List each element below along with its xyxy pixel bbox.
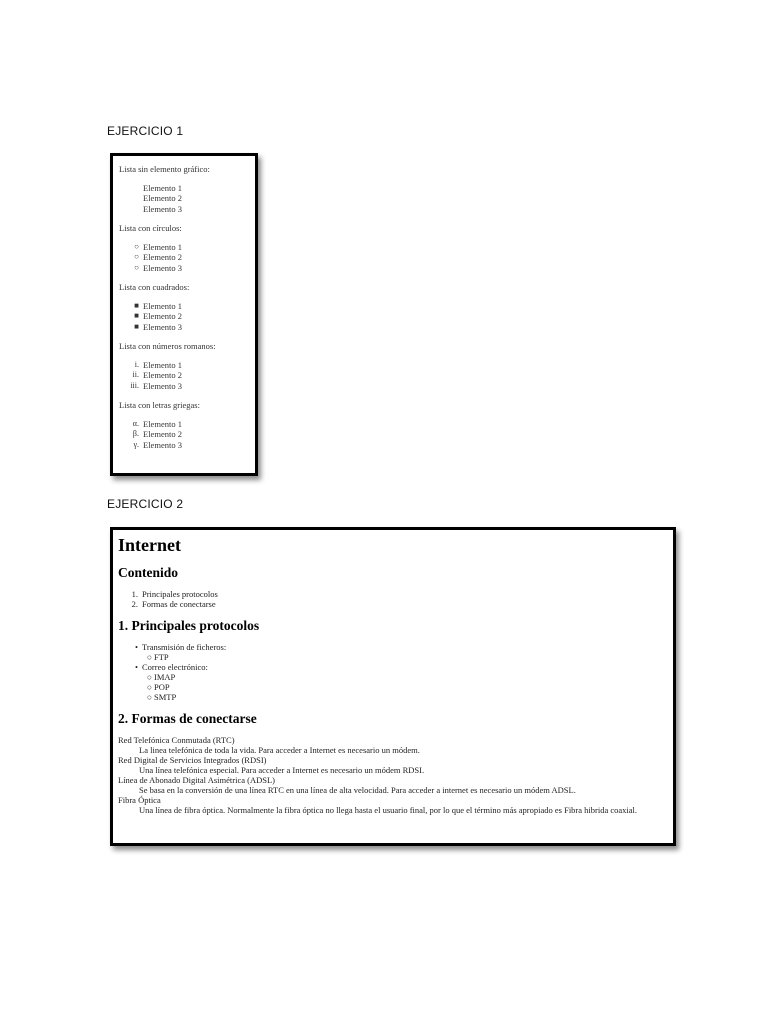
- list-item-text: Elemento 1: [143, 300, 182, 311]
- protocol-group-label: Correo electrónico:: [142, 662, 208, 672]
- list-marker: ii.: [132, 370, 139, 379]
- bullet-marker: •: [135, 642, 138, 652]
- definition-term: Fibra Óptica: [118, 795, 161, 805]
- list-item: [119, 429, 216, 440]
- protocol-group: [118, 642, 670, 652]
- heading-ejercicio-1: EJERCICIO 1: [107, 124, 184, 138]
- list-caption: Lista sin elemento gráfico:: [119, 164, 210, 174]
- list-marker: γ.: [133, 439, 139, 449]
- formas-definition-list: [118, 735, 670, 815]
- document-title: Internet: [118, 535, 181, 555]
- screenshot-ejercicio-2: [110, 527, 676, 846]
- list-item-text: Elemento 3: [143, 203, 182, 214]
- list-caption: Lista con cuadrados:: [119, 282, 190, 292]
- list-caption: Lista con letras griegas:: [119, 400, 200, 410]
- list-item-text: Elemento 1: [143, 359, 182, 370]
- list-item-text: Elemento 3: [143, 321, 182, 332]
- demo-list: [119, 301, 216, 333]
- demo-list: [119, 242, 216, 274]
- protocol-item-text: IMAP: [154, 672, 176, 682]
- contenido-heading: Contenido: [118, 565, 179, 580]
- demo-list: [119, 419, 216, 451]
- list-item: [119, 204, 216, 215]
- definition-description: Una línea de fibra óptica. Normalmente la fibra óptica no llega hasta el usuario final, por lo que el término más apropiado es Fibra hibrida coaxial.: [139, 805, 638, 815]
- list-item: [119, 311, 216, 322]
- list-item: [119, 183, 216, 194]
- list-marker: ○: [134, 241, 139, 251]
- list-marker: ■: [134, 311, 139, 320]
- formas-heading: 2. Formas de conectarse: [118, 711, 257, 726]
- contenido-item-text: Formas de conectarse: [142, 599, 216, 609]
- list-demo: [119, 164, 216, 459]
- list-item-text: Elemento 3: [143, 380, 182, 391]
- list-item: [119, 419, 216, 430]
- contenido-item: [118, 589, 670, 599]
- contenido-item: [118, 599, 670, 609]
- list-item-text: Elemento 2: [143, 429, 182, 439]
- protocol-group-label: Transmisión de ficheros:: [142, 642, 227, 652]
- list-item: [119, 322, 216, 333]
- list-item: [119, 301, 216, 312]
- definition-term: Red Digital de Servicios Integrados (RDSI): [118, 755, 267, 765]
- protocol-item: [118, 682, 670, 692]
- list-item-text: Elemento 2: [143, 252, 182, 262]
- circle-marker: ○: [146, 682, 152, 692]
- definition-term: Red Telefónica Conmutada (RTC): [118, 735, 235, 745]
- protocol-sublist: [118, 652, 670, 662]
- list-marker: 2.: [131, 599, 138, 609]
- circle-marker: ○: [146, 672, 152, 682]
- list-item-text: Elemento 1: [143, 418, 182, 429]
- list-caption: Lista con círculos:: [119, 223, 182, 233]
- list-marker: ■: [134, 321, 139, 331]
- list-item-text: Elemento 2: [143, 193, 182, 203]
- list-item-text: Elemento 3: [143, 439, 182, 450]
- protocol-group: [118, 662, 670, 672]
- list-marker: ○: [134, 262, 139, 272]
- list-marker: β.: [132, 429, 139, 438]
- protocol-item: [118, 672, 670, 682]
- demo-list: [119, 183, 216, 215]
- list-item: [119, 242, 216, 253]
- demo-list: [119, 360, 216, 392]
- circle-marker: ○: [146, 652, 152, 662]
- definition-term: Línea de Abonado Digital Asimétrica (ADSL): [118, 775, 275, 785]
- list-item: [119, 252, 216, 263]
- protocol-item-text: FTP: [154, 652, 169, 662]
- bullet-marker: •: [135, 662, 138, 672]
- definition-description: La linea telefónica de toda la vida. Para acceder a Internet es necesario un módem.: [139, 745, 420, 755]
- definition-description: Una línea telefónica especial. Para acceder a Internet es necesario un módem RDSI.: [139, 765, 425, 775]
- list-item-text: Elemento 1: [143, 241, 182, 252]
- list-marker: i.: [134, 359, 139, 369]
- protocol-item: [118, 652, 670, 662]
- list-item: [119, 193, 216, 204]
- protocol-item: [118, 692, 670, 702]
- protocol-item-text: SMTP: [154, 692, 177, 702]
- heading-ejercicio-2: EJERCICIO 2: [107, 497, 184, 511]
- list-item-text: Elemento 1: [143, 182, 182, 193]
- internet-document: [118, 534, 670, 815]
- list-item: [119, 440, 216, 451]
- protocolos-list: [118, 642, 670, 702]
- contenido-list: [118, 589, 670, 609]
- protocolos-heading: 1. Principales protocolos: [118, 618, 260, 633]
- list-caption: Lista con números romanos:: [119, 341, 216, 351]
- list-marker: 1.: [131, 589, 138, 599]
- list-marker: ○: [134, 252, 139, 261]
- list-marker: ■: [134, 300, 139, 310]
- definition-description: Se basa en la conversión de una línea RTC en una línea de alta velocidad. Para acceder a internet es necesario un módem ADSL.: [139, 785, 576, 795]
- protocol-sublist: [118, 672, 670, 702]
- circle-marker: ○: [146, 692, 152, 702]
- contenido-item-text: Principales protocolos: [142, 589, 218, 599]
- protocol-item-text: POP: [154, 682, 170, 692]
- list-item-text: Elemento 3: [143, 262, 182, 273]
- list-item: [119, 381, 216, 392]
- list-item-text: Elemento 2: [143, 311, 182, 321]
- list-item: [119, 263, 216, 274]
- list-marker: iii.: [130, 380, 139, 390]
- screenshot-ejercicio-1: [110, 153, 258, 476]
- list-item-text: Elemento 2: [143, 370, 182, 380]
- list-item: [119, 370, 216, 381]
- list-marker: α.: [132, 418, 139, 428]
- list-item: [119, 360, 216, 371]
